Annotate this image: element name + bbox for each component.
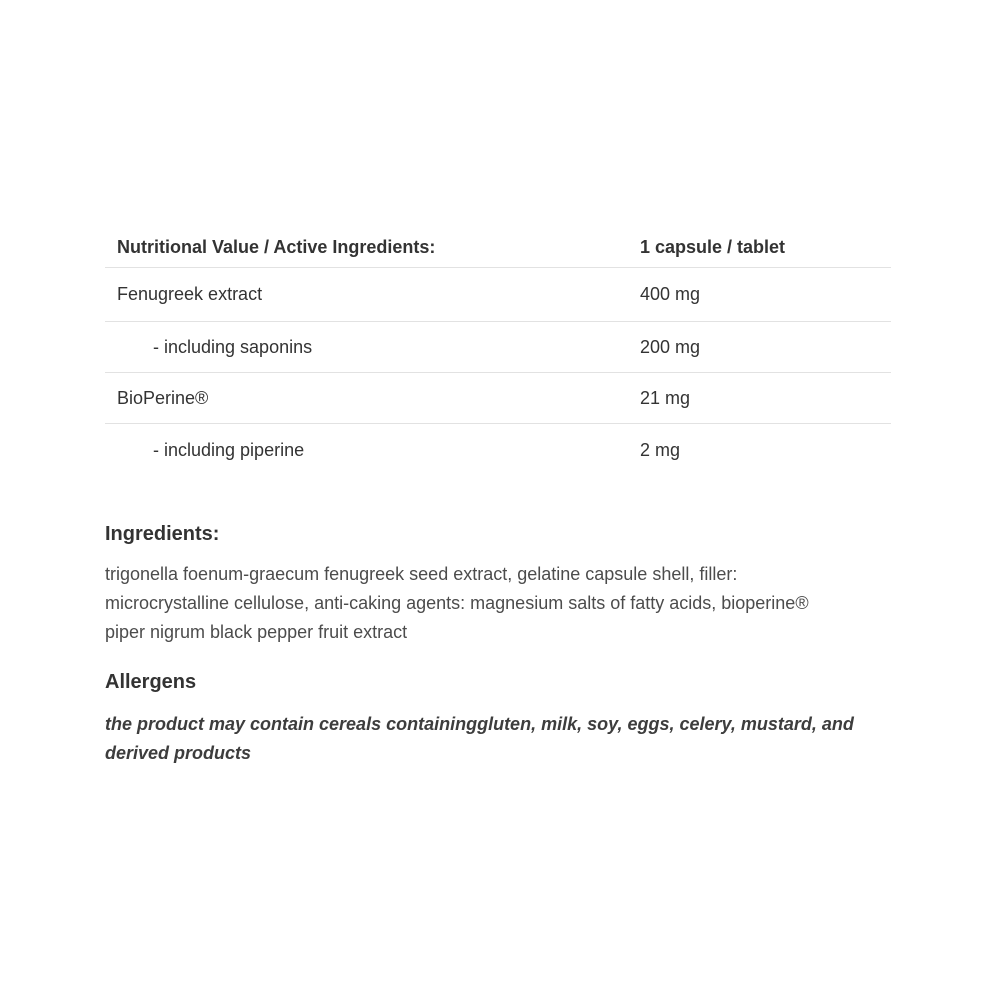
allergens-text — [105, 710, 917, 768]
table-row — [105, 322, 891, 373]
ingredient-amount: 21 mg — [640, 387, 691, 408]
allergens-heading: Allergens — [105, 671, 197, 693]
nutrition-table — [105, 227, 891, 476]
content-column — [105, 227, 917, 768]
table-row — [105, 268, 891, 322]
ingredients-heading: Ingredients: — [105, 523, 220, 545]
ingredient-amount: 400 mg — [640, 284, 701, 304]
ingredient-amount: 200 mg — [640, 336, 701, 357]
ingredient-amount: 2 mg — [640, 439, 681, 460]
nutrition-table-header-serving: 1 capsule / tablet — [640, 236, 786, 257]
ingredient-name: BioPerine® — [117, 387, 209, 408]
nutrition-table-header-row — [105, 227, 891, 268]
ingredients-text-line: piper nigrum black pepper fruit extract — [105, 622, 408, 642]
ingredients-text — [105, 560, 917, 647]
allergens-text-line: derived products — [105, 743, 252, 763]
ingredient-name: - including piperine — [153, 439, 305, 460]
nutrition-table-header-label: Nutritional Value / Active Ingredients: — [117, 236, 436, 257]
ingredients-text-line: microcrystalline cellulose, anti-caking agents: magnesium salts of fatty acids, bioperine® — [105, 593, 809, 613]
ingredient-name: Fenugreek extract — [117, 284, 263, 304]
ingredients-text-line: trigonella foenum-graecum fenugreek seed extract, gelatine capsule shell, filler: — [105, 564, 738, 584]
table-row — [105, 424, 891, 476]
allergens-text-line: the product may contain cereals containinggluten, milk, soy, eggs, celery, mustard, and — [105, 714, 854, 734]
table-row — [105, 373, 891, 424]
ingredient-name: - including saponins — [153, 336, 313, 357]
